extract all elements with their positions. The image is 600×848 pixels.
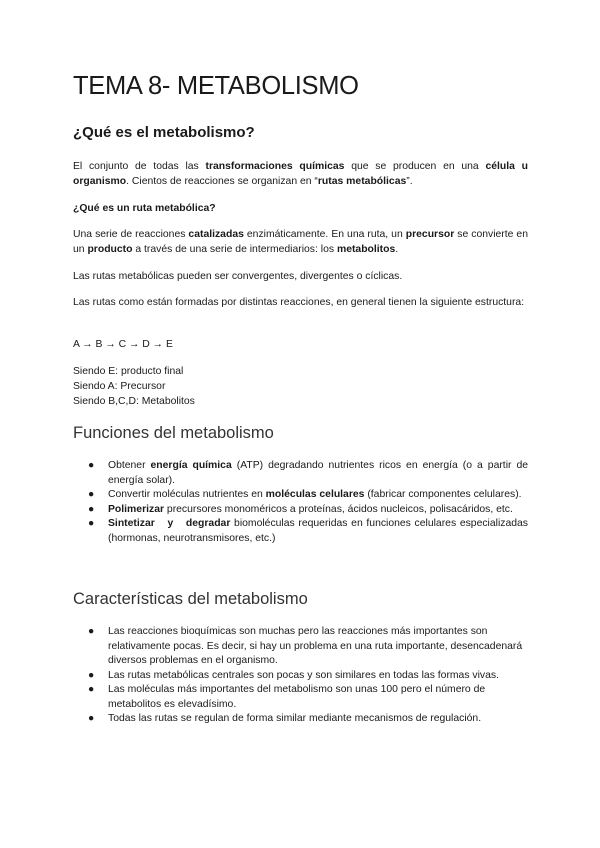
siendo-line: Siendo A: Precursor xyxy=(73,381,166,392)
bullet-icon: ● xyxy=(88,713,95,724)
bullet-icon: ● xyxy=(88,460,95,471)
bullet-icon: ● xyxy=(88,684,95,695)
bullet-icon: ● xyxy=(88,503,95,515)
bullet-icon: ● xyxy=(88,518,95,529)
list-item: ● Las moléculas más importantes del metabolismo son unas 100 pero el número de metabolitos es elevadísimo. xyxy=(88,684,486,710)
list-item: ● Todas las rutas se regulan de forma similar mediante mecanismos de regulación. xyxy=(88,712,528,727)
siendo-line: Siendo E: producto final xyxy=(73,366,184,377)
list-item: ● Obtener energía química (ATP) degradando nutrientes ricos en energía (o a partir de energía solar). xyxy=(88,460,528,486)
caracteristicas-list xyxy=(88,625,528,727)
list-item: ● Convertir moléculas nutrientes en moléculas celulares (fabricar componentes celulares). xyxy=(88,488,528,503)
subheading-ruta-metabolica: ¿Qué es un ruta metabólica? xyxy=(73,203,216,214)
intro-paragraph: El conjunto de todas las transformaciones químicas que se producen en una célula u organismo. Cientos de reacciones se organizan en “rutas metabólicas”. xyxy=(73,161,528,187)
list-item: ● Sintetizar y degradar biomoléculas requeridas en funciones celulares especializadas (hormonas, neurotransmisores, etc.) xyxy=(88,518,528,544)
ruta-definition-paragraph: Una serie de reacciones catalizadas enzimáticamente. En una ruta, un precursor se convierte en un producto a través de una serie de intermediarios: los metabolitos. xyxy=(73,229,528,255)
list-item: ● Las reacciones bioquímicas son muchas pero las reacciones más importantes son relativamente pocas. Es decir, si hay un problema en una ruta importante, desencadenará diversos problemas en el organismo. xyxy=(88,626,523,666)
bullet-icon: ● xyxy=(88,489,95,500)
sequence-text: A → B → C → D → E xyxy=(73,339,173,350)
siendo-line: Siendo B,C,D: Metabolitos xyxy=(73,396,195,407)
bullet-icon: ● xyxy=(88,669,95,681)
funciones-list xyxy=(88,459,528,546)
heading-funciones: Funciones del metabolismo xyxy=(73,424,274,442)
heading-caracteristicas: Características del metabolismo xyxy=(73,590,308,608)
list-item: ● Las rutas metabólicas centrales son pocas y son similares en todas las formas vivas. xyxy=(88,669,528,684)
page-title: TEMA 8- METABOLISMO xyxy=(73,72,359,100)
rutas-tipos-text: Las rutas metabólicas pueden ser convergentes, divergentes o cíclicas. xyxy=(73,271,403,282)
bullet-icon: ● xyxy=(88,626,95,637)
list-item: ● Polimerizar precursores monoméricos a proteínas, ácidos nucleicos, polisacáridos, etc. xyxy=(88,503,528,518)
rutas-estructura-text: Las rutas como están formadas por distintas reacciones, en general tienen la siguiente estructura: xyxy=(73,297,525,308)
heading-que-es-metabolismo: ¿Qué es el metabolismo? xyxy=(73,124,255,141)
